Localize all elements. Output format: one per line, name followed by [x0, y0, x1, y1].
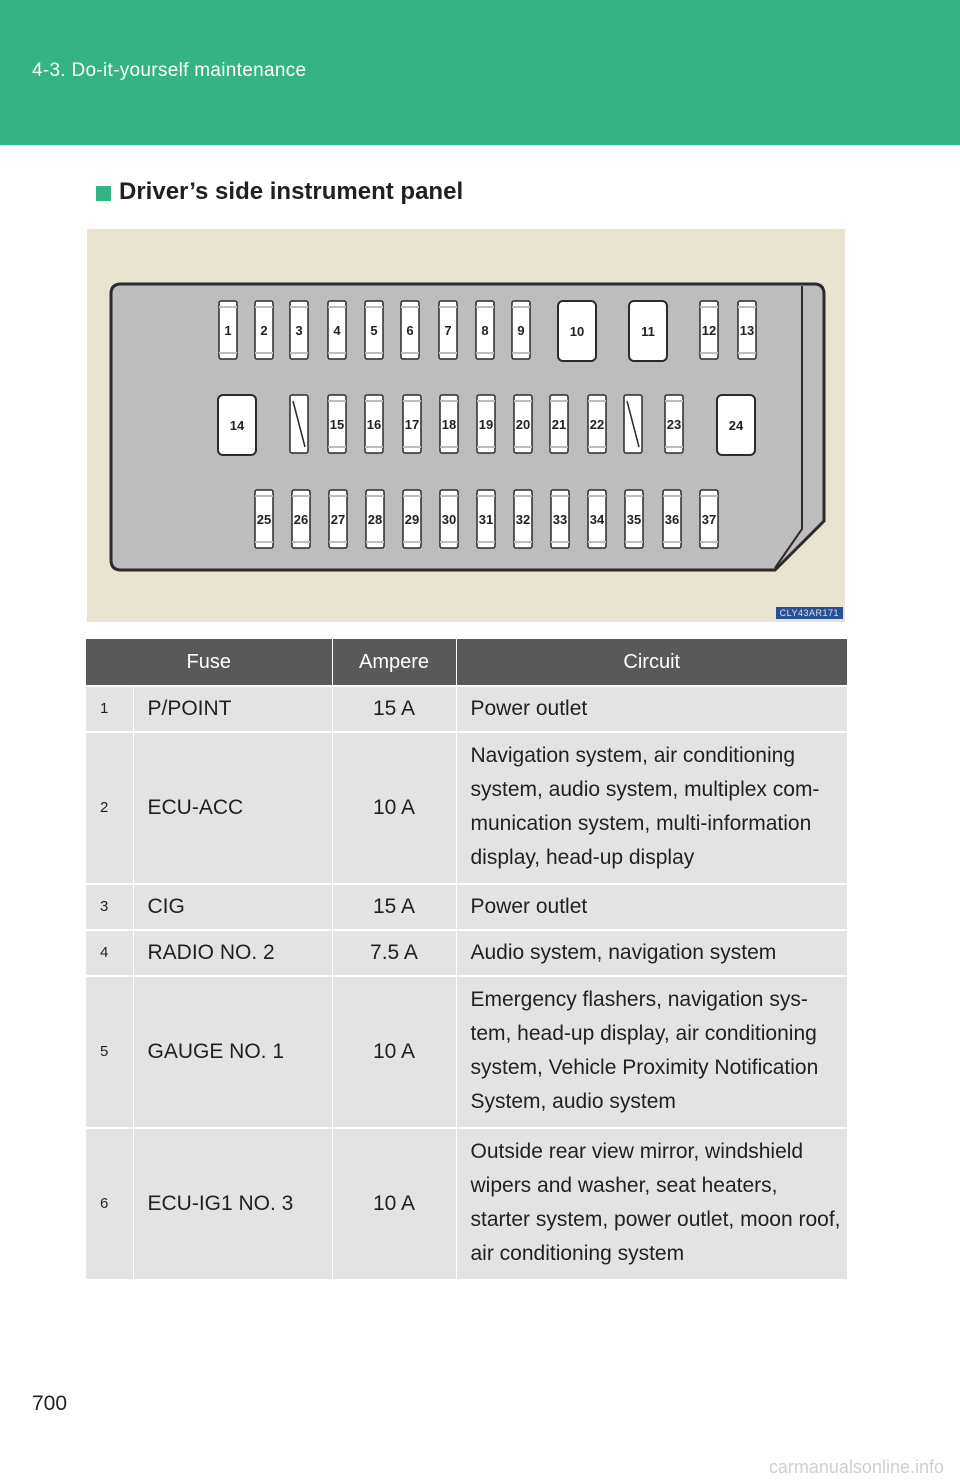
fuse-name: RADIO NO. 2 — [133, 930, 332, 976]
fuse-name: ECU-IG1 NO. 3 — [133, 1128, 332, 1279]
fuse-label: 24 — [728, 418, 744, 433]
fuse-label: 19 — [478, 417, 494, 432]
fuse-label: 37 — [701, 512, 717, 527]
fuse-number: 3 — [86, 884, 133, 930]
fuse-label: 4 — [333, 323, 341, 338]
table-row — [86, 686, 847, 732]
table-row — [86, 884, 847, 930]
fuse-ampere: 15 A — [332, 884, 456, 930]
fuse-number: 5 — [86, 976, 133, 1128]
table-row — [86, 930, 847, 976]
fuse-ampere: 10 A — [332, 732, 456, 884]
fuse-label: 14 — [229, 418, 245, 433]
fuse-label: 6 — [406, 323, 414, 338]
fuse-label: 29 — [404, 512, 420, 527]
table-row — [86, 1128, 847, 1279]
fuse-ampere: 10 A — [332, 1128, 456, 1279]
fuse-circuit: Navigation system, air conditioning system, audio system, multiplex com-munication system, multi-information display, head-up display — [456, 732, 847, 884]
fuse-label: 15 — [329, 417, 345, 432]
fuse-label: 26 — [293, 512, 309, 527]
fuse-label: 10 — [569, 324, 585, 339]
fuse-circuit: Emergency flashers, navigation sys-tem, head-up display, air conditioning system, Vehicle Proximity Notification System, audio system — [456, 976, 847, 1128]
fuse-box-diagram — [87, 229, 845, 622]
fuse-number: 6 — [86, 1128, 133, 1279]
column-header-fuse: Fuse — [86, 639, 332, 686]
fuse-name: ECU-ACC — [133, 732, 332, 884]
fuse-circuit: Power outlet — [456, 884, 847, 930]
table-row — [86, 732, 847, 884]
fuse-label: 34 — [589, 512, 605, 527]
fuse-ampere: 7.5 A — [332, 930, 456, 976]
fuse-circuit: Audio system, navigation system — [456, 930, 847, 976]
fuse-label: 20 — [515, 417, 531, 432]
fuse-label: 13 — [739, 323, 755, 338]
fuse-label: 30 — [441, 512, 457, 527]
fuse-name: CIG — [133, 884, 332, 930]
square-bullet-icon — [96, 186, 111, 201]
fuse-label: 16 — [366, 417, 382, 432]
fuse-label: 22 — [589, 417, 605, 432]
fuse-label: 25 — [256, 512, 272, 527]
fuse-label: 21 — [551, 417, 567, 432]
fuse-number: 4 — [86, 930, 133, 976]
fuse-label: 3 — [295, 323, 303, 338]
fuse-label: 18 — [441, 417, 457, 432]
fuse-table — [86, 639, 847, 1279]
fuse-number: 2 — [86, 732, 133, 884]
column-header-ampere: Ampere — [332, 639, 456, 686]
fuse-label: 7 — [444, 323, 452, 338]
fuse-label: 35 — [626, 512, 642, 527]
fuse-label: 32 — [515, 512, 531, 527]
fuse-label: 36 — [664, 512, 680, 527]
fuse-name: GAUGE NO. 1 — [133, 976, 332, 1128]
fuse-label: 17 — [404, 417, 420, 432]
fuse-circuit: Outside rear view mirror, windshield wipers and washer, seat heaters, starter system, power outlet, moon roof, air conditioning system — [456, 1128, 847, 1279]
fuse-label: 33 — [552, 512, 568, 527]
fuse-label: 11 — [641, 324, 655, 339]
page-number: 700 — [32, 1392, 68, 1415]
fuse-label: 5 — [370, 323, 378, 338]
column-header-circuit: Circuit — [456, 639, 847, 686]
fuse-circuit: Power outlet — [456, 686, 847, 732]
subsection-heading-text: Driver’s side instrument panel — [119, 178, 464, 205]
fuse-ampere: 15 A — [332, 686, 456, 732]
fuse-label: 9 — [517, 323, 525, 338]
fuse-label: 8 — [481, 323, 489, 338]
fuse-number: 1 — [86, 686, 133, 732]
section-title: 4-3. Do-it-yourself maintenance — [32, 60, 307, 81]
fuse-label: 2 — [260, 323, 268, 338]
fuse-name: P/POINT — [133, 686, 332, 732]
fuse-label: 28 — [367, 512, 383, 527]
figure-code: CLY43AR171 — [776, 607, 843, 619]
subsection-heading — [96, 178, 463, 206]
fuse-label: 27 — [330, 512, 346, 527]
fuse-label: 23 — [666, 417, 682, 432]
table-header-row — [86, 639, 847, 686]
fuse-label: 12 — [701, 323, 717, 338]
fuse-label: 1 — [224, 323, 232, 338]
watermark: carmanualsonline.info — [768, 1457, 944, 1477]
fuse-ampere: 10 A — [332, 976, 456, 1128]
header-band — [0, 0, 960, 145]
fuse-box-illustration — [87, 229, 845, 622]
fuse-label: 31 — [478, 512, 494, 527]
table-row — [86, 976, 847, 1128]
